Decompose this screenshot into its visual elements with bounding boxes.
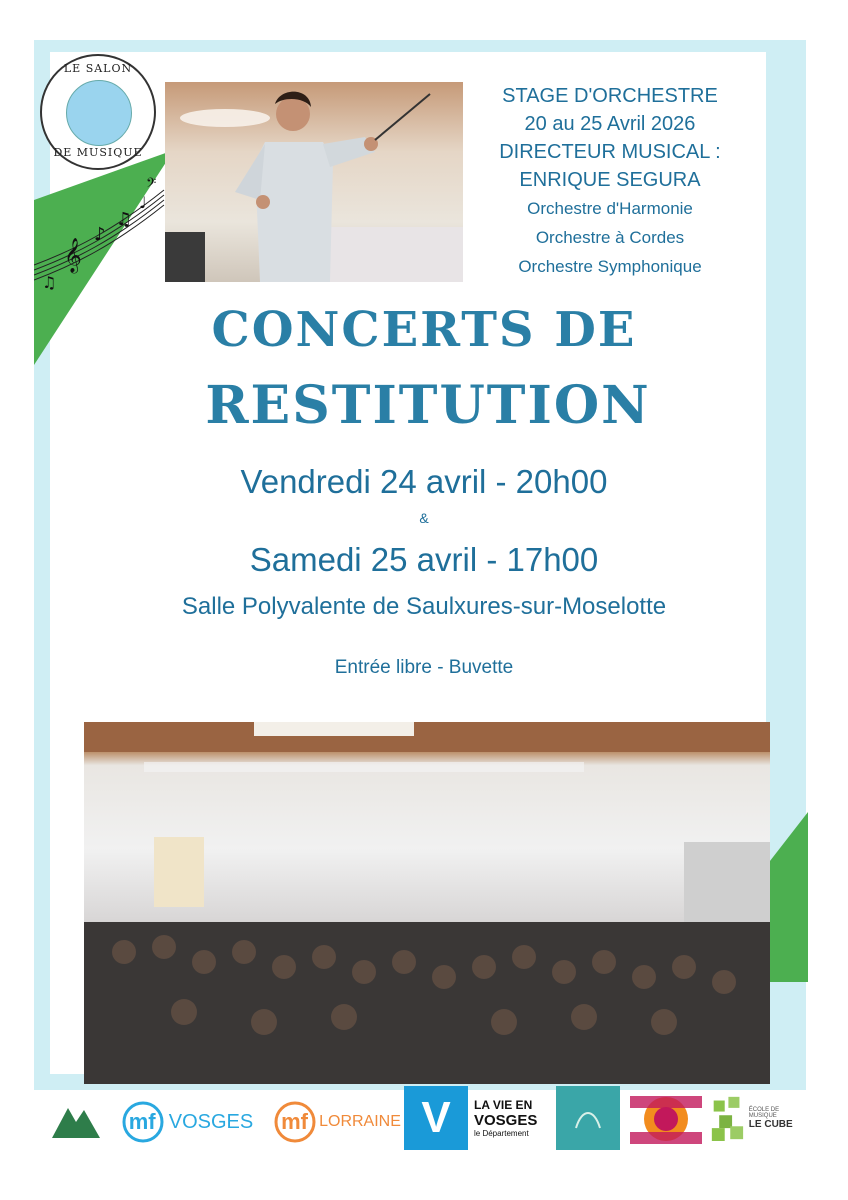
director-label: DIRECTEUR MUSICAL : bbox=[499, 141, 721, 163]
second-concert-date: Samedi 25 avril - 17h00 bbox=[249, 541, 599, 578]
mf-lorraine-logo bbox=[272, 1092, 402, 1152]
date-separator: & bbox=[419, 510, 429, 526]
stage-info bbox=[478, 82, 742, 281]
logo-top-text: LE SALON bbox=[63, 62, 133, 75]
conductor-photo bbox=[165, 82, 463, 282]
stage-title: STAGE D'ORCHESTRE bbox=[502, 85, 718, 107]
stage-dates: 20 au 25 Avril 2026 bbox=[524, 113, 696, 135]
vie-en-text: LA VIE EN bbox=[474, 1098, 533, 1112]
mf-lorraine-text: LORRAINE bbox=[319, 1113, 401, 1130]
logo-bottom-text: DE MUSIQUE bbox=[53, 146, 143, 159]
orchestra-item: Orchestre à Cordes bbox=[535, 228, 685, 247]
venue: Salle Polyvalente de Saulxures-sur-Moselotte bbox=[181, 593, 667, 620]
entry-info: Entrée libre - Buvette bbox=[334, 657, 514, 678]
cube-name-text: LE CUBE bbox=[748, 1118, 793, 1130]
mf-vosges-logo bbox=[112, 1092, 262, 1152]
v-logo bbox=[404, 1086, 468, 1150]
cube-icon bbox=[710, 1093, 747, 1143]
acm-logo bbox=[48, 1102, 104, 1142]
svg-text:𝄢: 𝄢 bbox=[146, 175, 157, 194]
departement-text: le Département bbox=[474, 1129, 529, 1138]
vosges-text: VOSGES bbox=[474, 1112, 538, 1129]
solsur-party-logo bbox=[626, 1088, 706, 1150]
v-letter: V bbox=[421, 1093, 451, 1142]
mf-letters: mf bbox=[128, 1109, 156, 1134]
svg-text:𝄞: 𝄞 bbox=[64, 238, 82, 273]
orchestra-item: Orchestre d'Harmonie bbox=[527, 199, 693, 218]
mf-letters: mf bbox=[281, 1109, 308, 1134]
concert-title-line2: RESTITUTION bbox=[205, 375, 651, 436]
saulxures-icon bbox=[568, 1098, 608, 1138]
cube-school-text: ÉCOLE DE MUSIQUE bbox=[748, 1106, 780, 1119]
le-cube-logo bbox=[710, 1082, 804, 1154]
saulxures-logo bbox=[556, 1086, 620, 1150]
logo-instruments-icon bbox=[66, 80, 132, 146]
svg-text:♫: ♫ bbox=[116, 209, 133, 230]
orchestra-item: Orchestre Symphonique bbox=[518, 257, 702, 276]
mf-vosges-text: VOSGES bbox=[168, 1110, 254, 1133]
svg-text:♩: ♩ bbox=[139, 193, 147, 212]
salon-logo bbox=[40, 54, 156, 170]
orchestra-photo bbox=[84, 722, 770, 1084]
vie-en-vosges-logo bbox=[474, 1088, 554, 1148]
first-concert-date: Vendredi 24 avril - 20h00 bbox=[240, 463, 608, 500]
sponsor-logos bbox=[44, 1082, 804, 1162]
concert-title-line1: CONCERTS DE bbox=[211, 302, 637, 358]
director-name: ENRIQUE SEGURA bbox=[519, 169, 701, 191]
music-notes-icon bbox=[34, 170, 174, 300]
svg-text:♪: ♪ bbox=[94, 224, 106, 245]
svg-text:♫: ♫ bbox=[42, 273, 57, 292]
